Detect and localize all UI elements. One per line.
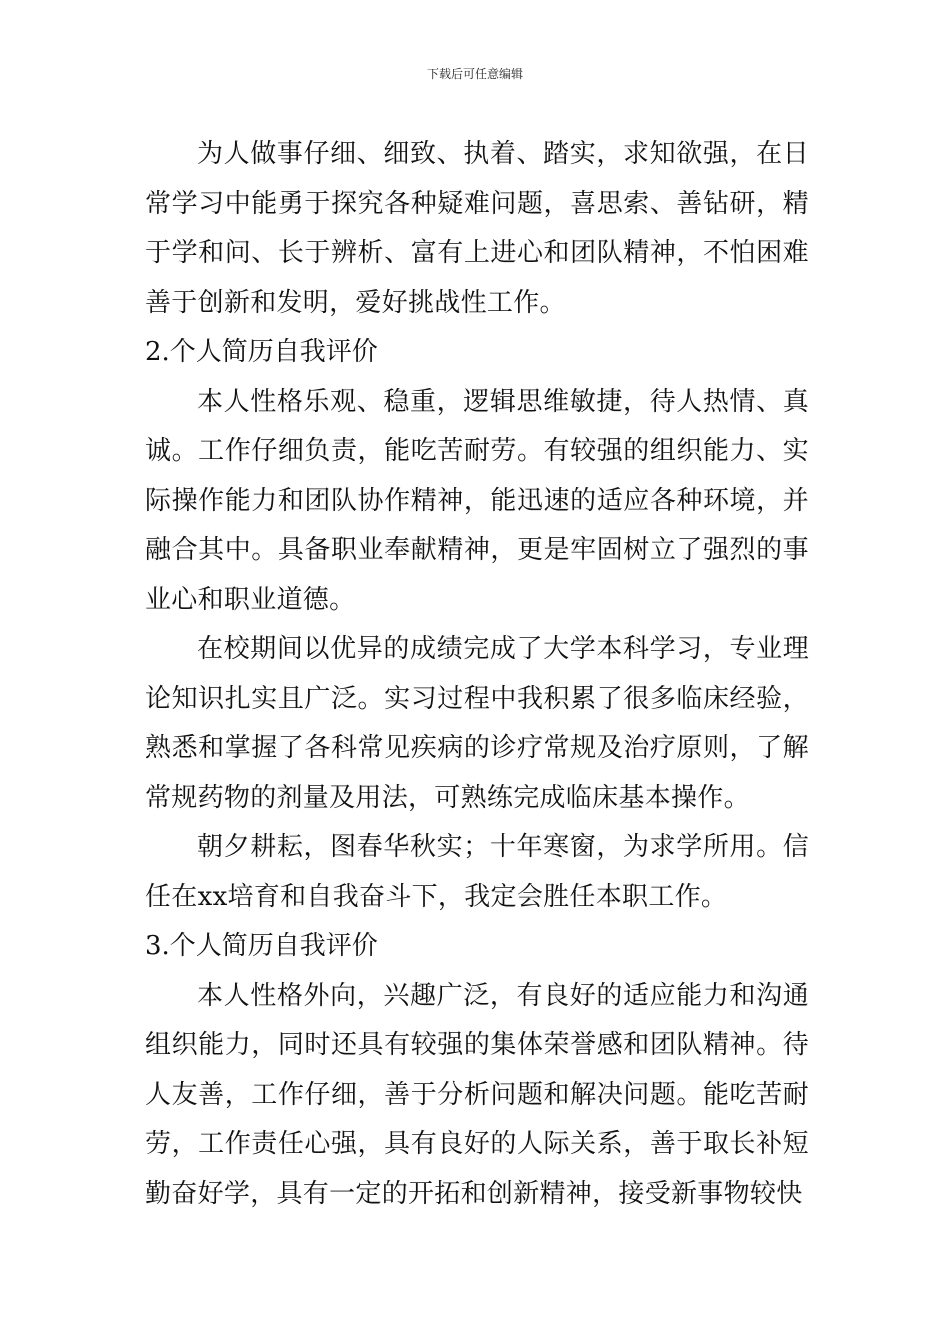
document-body [145,130,809,1219]
paragraph-outgoing: 本人性格外向，兴趣广泛，有良好的适应能力和沟通组织能力，同时还具有较强的集体荣誉感和团队精神。待人友善，工作仔细，善于分析问题和解决问题。能吃苦耐劳，工作责任心强，具有良好的人际关系，善于取长补短勤奋好学，具有一定的开拓和创新精神，接受新事物较快 [145,980,809,1209]
paragraph-work-attitude: 为人做事仔细、细致、执着、踏实，求知欲强，在日常学习中能勇于探究各种疑难问题，喜思索、善钻研，精于学和问、长于辨析、富有上进心和团队精神，不怕困难善于创新和发明，爱好挑战性工作。 [145,139,809,318]
paragraph-school-study: 在校期间以优异的成绩完成了大学本科学习，专业理论知识扎实且广泛。实习过程中我积累了很多临床经验，熟悉和掌握了各科常见疾病的诊疗常规及治疗原则，了解常规药物的剂量及用法，可熟练完成临床基本操作。 [145,634,809,813]
page-header: 下载后可任意编辑 [426,67,523,81]
section-heading-2: 2.个人简历自我评价 [145,337,378,367]
section-heading-3: 3.个人简历自我评价 [145,931,378,961]
paragraph-closing: 朝夕耕耘，图春华秋实；十年寒窗，为求学所用。信任在xx培育和自我奋斗下，我定会胜任本职工作。 [145,832,809,912]
paragraph-personality: 本人性格乐观、稳重，逻辑思维敏捷，待人热情、真诚。工作仔细负责，能吃苦耐劳。有较强的组织能力、实际操作能力和团队协作精神，能迅速的适应各种环境，并融合其中。具备职业奉献精神，更是牢固树立了强烈的事业心和职业道德。 [145,386,809,615]
